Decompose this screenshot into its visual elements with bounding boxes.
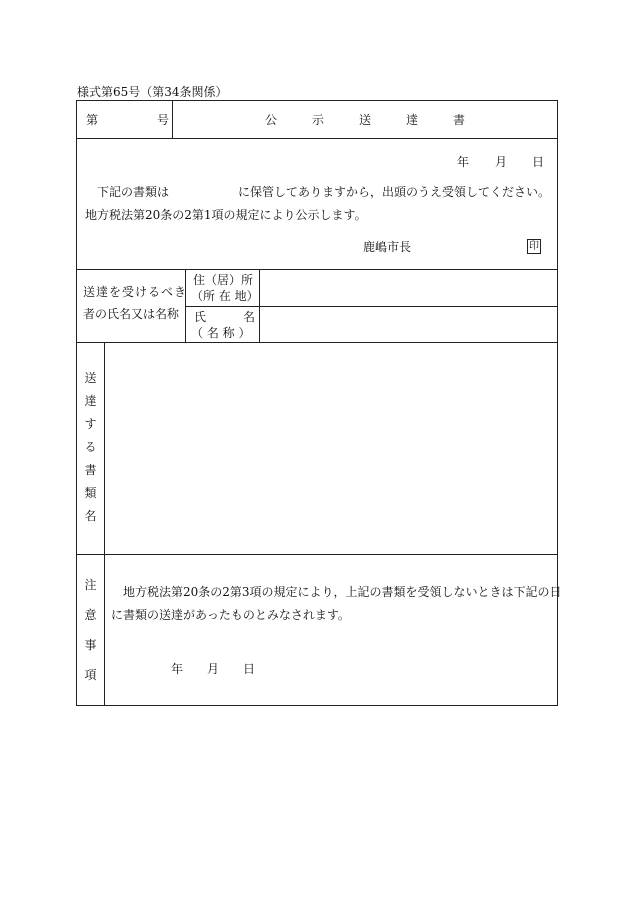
notice-divider	[77, 269, 557, 270]
title-char: 達	[406, 113, 419, 127]
caution-line1: 地方税法第20条の2第3項の規定により，上記の書類を受領しないときは下記の日	[123, 585, 562, 599]
label-char: る	[84, 440, 97, 454]
notice-line1-part1: 下記の書類は	[97, 185, 170, 199]
label-char: 達	[84, 394, 97, 408]
notice-line1-part2: に保管してありますから，出頭のうえ受領してください。	[238, 185, 551, 199]
recipient-label-line1: 送達を受けるべき	[83, 285, 188, 299]
issuer-name: 鹿嶋市長	[363, 240, 412, 254]
title-char: 書	[453, 113, 466, 127]
form-title	[172, 113, 558, 127]
label-char: 書	[84, 463, 97, 477]
caution-date-year: 年	[171, 662, 184, 676]
side-label-divider	[104, 342, 105, 706]
title-char: 公	[264, 113, 277, 127]
label-char: 注	[84, 578, 97, 592]
notice-date-month: 月	[495, 155, 508, 169]
seal-mark: 印	[529, 241, 539, 252]
notice-date-day: 日	[532, 155, 545, 169]
recipient-divider	[77, 342, 557, 343]
caution-date-day: 日	[243, 662, 256, 676]
label-char: 項	[84, 668, 97, 682]
number-label-go: 号	[157, 113, 170, 127]
notice-date-year: 年	[457, 155, 470, 169]
caution-label	[77, 578, 104, 682]
label-char: 意	[84, 608, 97, 622]
title-char: 送	[358, 113, 371, 127]
label-char: 送	[84, 371, 97, 385]
form-number-caption: 様式第65号（第34条関係）	[77, 85, 228, 99]
address-label-line2: （所 在 地）	[191, 289, 259, 303]
label-char: 事	[84, 638, 97, 652]
name-label-shi: 氏	[194, 310, 207, 324]
number-label-dai: 第	[86, 113, 99, 127]
recipient-inner-divider	[185, 306, 557, 307]
label-char: す	[84, 417, 97, 431]
recipient-label-line2: 者の氏名又は名称	[83, 307, 180, 321]
name-label-line2: （ 名 称 ）	[191, 326, 251, 340]
caution-line2: に書類の送達があったものとみなされます。	[111, 608, 350, 622]
recipient-label-divider	[185, 269, 186, 342]
header-divider	[77, 138, 557, 139]
recipient-field-divider	[259, 269, 260, 342]
label-char: 名	[84, 509, 97, 523]
name-label-mei: 名	[243, 310, 256, 324]
documents-label	[77, 371, 104, 523]
caution-date-month: 月	[207, 662, 220, 676]
public-notice-service-form	[76, 100, 562, 706]
address-label-line1: 住（居）所	[193, 273, 254, 287]
label-char: 類	[84, 486, 97, 500]
title-char: 示	[311, 113, 324, 127]
notice-line2: 地方税法第20条の2第1項の規定により公示します。	[85, 208, 367, 222]
documents-divider	[77, 554, 557, 555]
